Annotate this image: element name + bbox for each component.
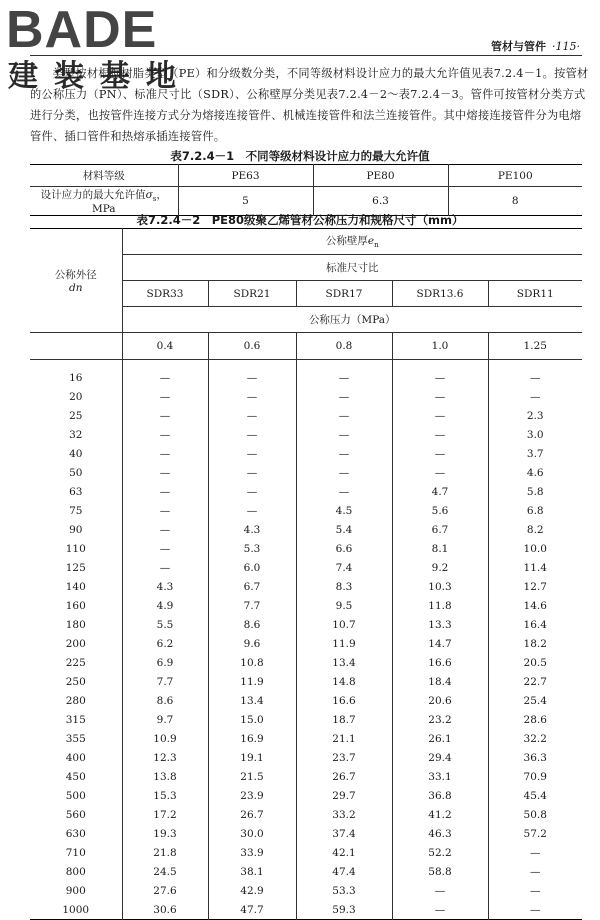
sdr-cell: SDR33 bbox=[122, 281, 208, 307]
thickness-cell: 26.1 bbox=[392, 729, 488, 748]
thickness-cell: 36.8 bbox=[392, 786, 488, 805]
thickness-cell: — bbox=[122, 463, 208, 482]
diameter-cell: 50 bbox=[30, 463, 122, 482]
diameter-cell: 63 bbox=[30, 482, 122, 501]
thickness-cell: 18.4 bbox=[392, 672, 488, 691]
thickness-cell: 47.7 bbox=[208, 900, 296, 920]
thickness-cell: 47.4 bbox=[296, 862, 392, 881]
thickness-cell: 18.2 bbox=[488, 634, 582, 653]
diameter-cell: 140 bbox=[30, 577, 122, 596]
thickness-cell: 23.9 bbox=[208, 786, 296, 805]
stress-table bbox=[30, 164, 582, 216]
thickness-cell: 23.7 bbox=[296, 748, 392, 767]
thickness-cell: 28.6 bbox=[488, 710, 582, 729]
table-row bbox=[30, 615, 582, 634]
running-head-section: 管材与管件 bbox=[491, 40, 546, 53]
thickness-cell: 6.6 bbox=[296, 539, 392, 558]
thickness-cell: 6.9 bbox=[122, 653, 208, 672]
thickness-cell: — bbox=[488, 900, 582, 920]
thickness-cell: 9.6 bbox=[208, 634, 296, 653]
thickness-cell: 4.5 bbox=[296, 501, 392, 520]
thickness-cell: 8.2 bbox=[488, 520, 582, 539]
thickness-cell: 41.2 bbox=[392, 805, 488, 824]
thickness-cell: 36.3 bbox=[488, 748, 582, 767]
thickness-header: 公称壁厚$e_n$ bbox=[122, 229, 582, 255]
thickness-cell: — bbox=[488, 360, 582, 388]
table-header-row bbox=[30, 333, 582, 360]
thickness-cell: 14.8 bbox=[296, 672, 392, 691]
thickness-cell: — bbox=[296, 387, 392, 406]
thickness-cell: 5.6 bbox=[392, 501, 488, 520]
diameter-cell: 450 bbox=[30, 767, 122, 786]
sdr-cell: SDR21 bbox=[208, 281, 296, 307]
thickness-cell: 33.9 bbox=[208, 843, 296, 862]
diameter-cell: 16 bbox=[30, 360, 122, 388]
table-row bbox=[30, 862, 582, 881]
thickness-cell: 2.3 bbox=[488, 406, 582, 425]
thickness-cell: 30.0 bbox=[208, 824, 296, 843]
pressure-cell: 0.4 bbox=[122, 333, 208, 360]
table-row bbox=[30, 165, 582, 187]
diameter-cell: 630 bbox=[30, 824, 122, 843]
table1-caption: 表7.2.4－1 不同等级材料设计应力的最大允许值 bbox=[170, 149, 430, 163]
thickness-cell: 9.7 bbox=[122, 710, 208, 729]
table-row bbox=[30, 729, 582, 748]
pressure-cell: 1.25 bbox=[488, 333, 582, 360]
diameter-cell: 355 bbox=[30, 729, 122, 748]
table-row bbox=[30, 463, 582, 482]
table-cell: 6.3 bbox=[313, 187, 448, 216]
diameter-cell: 225 bbox=[30, 653, 122, 672]
stub-header: 公称外径 dn bbox=[30, 229, 122, 333]
diameter-cell: 315 bbox=[30, 710, 122, 729]
thickness-cell: 6.7 bbox=[208, 577, 296, 596]
pressure-cell: 0.8 bbox=[296, 333, 392, 360]
thickness-cell: — bbox=[488, 843, 582, 862]
thickness-cell: 19.3 bbox=[122, 824, 208, 843]
thickness-cell: — bbox=[122, 539, 208, 558]
thickness-cell: 5.3 bbox=[208, 539, 296, 558]
table-row bbox=[30, 672, 582, 691]
thickness-cell: 10.8 bbox=[208, 653, 296, 672]
thickness-cell: 26.7 bbox=[296, 767, 392, 786]
thickness-cell: — bbox=[392, 881, 488, 900]
thickness-cell: 27.6 bbox=[122, 881, 208, 900]
diameter-cell: 500 bbox=[30, 786, 122, 805]
table-cell: 8 bbox=[448, 187, 582, 216]
thickness-cell: — bbox=[296, 482, 392, 501]
table-row bbox=[30, 843, 582, 862]
thickness-cell: 58.8 bbox=[392, 862, 488, 881]
thickness-cell: 10.9 bbox=[122, 729, 208, 748]
thickness-cell: 22.7 bbox=[488, 672, 582, 691]
thickness-cell: 5.4 bbox=[296, 520, 392, 539]
thickness-cell: 57.2 bbox=[488, 824, 582, 843]
thickness-cell: — bbox=[208, 360, 296, 388]
thickness-cell: — bbox=[392, 387, 488, 406]
thickness-cell: 18.7 bbox=[296, 710, 392, 729]
thickness-cell: 21.8 bbox=[122, 843, 208, 862]
thickness-cell: — bbox=[296, 406, 392, 425]
diameter-cell: 75 bbox=[30, 501, 122, 520]
thickness-cell: 10.0 bbox=[488, 539, 582, 558]
thickness-cell: — bbox=[392, 425, 488, 444]
table-row bbox=[30, 387, 582, 406]
table-row bbox=[30, 501, 582, 520]
thickness-cell: 8.1 bbox=[392, 539, 488, 558]
thickness-cell: 16.6 bbox=[296, 691, 392, 710]
table-row bbox=[30, 360, 582, 388]
thickness-cell: — bbox=[122, 482, 208, 501]
thickness-cell: 16.4 bbox=[488, 615, 582, 634]
pe80-spec-table bbox=[30, 228, 582, 920]
body-paragraph bbox=[30, 63, 590, 147]
thickness-cell: 4.6 bbox=[488, 463, 582, 482]
thickness-cell: — bbox=[488, 387, 582, 406]
sdr-cell: SDR17 bbox=[296, 281, 392, 307]
thickness-cell: 42.9 bbox=[208, 881, 296, 900]
thickness-cell: 19.1 bbox=[208, 748, 296, 767]
diameter-cell: 280 bbox=[30, 691, 122, 710]
thickness-cell: 7.7 bbox=[122, 672, 208, 691]
table-cell: 5 bbox=[178, 187, 313, 216]
thickness-cell: 21.1 bbox=[296, 729, 392, 748]
row-label: 设计应力的最大允许值$\sigma_s$，MPa bbox=[30, 187, 178, 216]
table-row bbox=[30, 425, 582, 444]
table-row bbox=[30, 520, 582, 539]
thickness-cell: 29.4 bbox=[392, 748, 488, 767]
table-row bbox=[30, 634, 582, 653]
thickness-cell: 6.0 bbox=[208, 558, 296, 577]
blank-cell bbox=[30, 333, 122, 360]
diameter-cell: 1000 bbox=[30, 900, 122, 920]
thickness-cell: 20.6 bbox=[392, 691, 488, 710]
thickness-cell: 16.6 bbox=[392, 653, 488, 672]
thickness-cell: 4.3 bbox=[122, 577, 208, 596]
thickness-cell: — bbox=[122, 406, 208, 425]
table-row bbox=[30, 748, 582, 767]
thickness-cell: 15.0 bbox=[208, 710, 296, 729]
thickness-cell: 8.3 bbox=[296, 577, 392, 596]
diameter-cell: 200 bbox=[30, 634, 122, 653]
thickness-cell: 6.2 bbox=[122, 634, 208, 653]
thickness-cell: 7.7 bbox=[208, 596, 296, 615]
thickness-cell: 26.7 bbox=[208, 805, 296, 824]
thickness-cell: — bbox=[208, 463, 296, 482]
table-header-cell: PE80 bbox=[313, 165, 448, 187]
logo-wordmark: BADE bbox=[6, 1, 158, 59]
table-row bbox=[30, 824, 582, 843]
thickness-cell: 3.0 bbox=[488, 425, 582, 444]
thickness-cell: 24.5 bbox=[122, 862, 208, 881]
thickness-cell: 52.2 bbox=[392, 843, 488, 862]
table-header-cell: PE100 bbox=[448, 165, 582, 187]
thickness-cell: 37.4 bbox=[296, 824, 392, 843]
thickness-cell: — bbox=[296, 463, 392, 482]
thickness-cell: 6.8 bbox=[488, 501, 582, 520]
thickness-cell: — bbox=[208, 425, 296, 444]
thickness-cell: 5.5 bbox=[122, 615, 208, 634]
pressure-header: 公称压力（MPa） bbox=[122, 307, 582, 333]
thickness-cell: — bbox=[296, 444, 392, 463]
thickness-cell: 42.1 bbox=[296, 843, 392, 862]
diameter-cell: 40 bbox=[30, 444, 122, 463]
thickness-cell: — bbox=[208, 444, 296, 463]
table-header-cell: PE63 bbox=[178, 165, 313, 187]
thickness-cell: — bbox=[122, 520, 208, 539]
thickness-cell: 11.9 bbox=[296, 634, 392, 653]
thickness-cell: 6.7 bbox=[392, 520, 488, 539]
table-row bbox=[30, 406, 582, 425]
table-row bbox=[30, 786, 582, 805]
thickness-cell: 20.5 bbox=[488, 653, 582, 672]
thickness-cell: — bbox=[392, 360, 488, 388]
thickness-cell: 11.4 bbox=[488, 558, 582, 577]
thickness-cell: 4.7 bbox=[392, 482, 488, 501]
diameter-cell: 90 bbox=[30, 520, 122, 539]
page-number: ·115· bbox=[552, 40, 580, 53]
diameter-cell: 560 bbox=[30, 805, 122, 824]
thickness-cell: 9.5 bbox=[296, 596, 392, 615]
thickness-cell: 32.2 bbox=[488, 729, 582, 748]
sdr-header: 标准尺寸比 bbox=[122, 255, 582, 281]
thickness-cell: — bbox=[208, 406, 296, 425]
table2-caption: 表7.2.4－2 PE80级聚乙烯管材公称压力和规格尺寸（mm） bbox=[136, 213, 464, 227]
thickness-cell: — bbox=[122, 444, 208, 463]
table-row bbox=[30, 577, 582, 596]
thickness-cell: — bbox=[122, 387, 208, 406]
table-row bbox=[30, 444, 582, 463]
thickness-cell: 7.4 bbox=[296, 558, 392, 577]
thickness-cell: 12.3 bbox=[122, 748, 208, 767]
thickness-cell: 33.1 bbox=[392, 767, 488, 786]
thickness-cell: — bbox=[296, 360, 392, 388]
thickness-cell: — bbox=[488, 862, 582, 881]
thickness-cell: 23.2 bbox=[392, 710, 488, 729]
thickness-cell: 33.2 bbox=[296, 805, 392, 824]
thickness-cell: 21.5 bbox=[208, 767, 296, 786]
thickness-cell: — bbox=[208, 501, 296, 520]
thickness-cell: 8.6 bbox=[122, 691, 208, 710]
thickness-cell: — bbox=[122, 360, 208, 388]
thickness-cell: — bbox=[392, 463, 488, 482]
thickness-cell: 15.3 bbox=[122, 786, 208, 805]
thickness-cell: 12.7 bbox=[488, 577, 582, 596]
diameter-cell: 250 bbox=[30, 672, 122, 691]
thickness-cell: 50.8 bbox=[488, 805, 582, 824]
table-row bbox=[30, 653, 582, 672]
sdr-cell: SDR13.6 bbox=[392, 281, 488, 307]
thickness-cell: 29.7 bbox=[296, 786, 392, 805]
thickness-cell: — bbox=[122, 501, 208, 520]
table-row bbox=[30, 691, 582, 710]
thickness-cell: — bbox=[122, 558, 208, 577]
thickness-cell: 53.3 bbox=[296, 881, 392, 900]
thickness-cell: — bbox=[122, 425, 208, 444]
thickness-cell: — bbox=[208, 387, 296, 406]
thickness-cell: 11.8 bbox=[392, 596, 488, 615]
diameter-cell: 25 bbox=[30, 406, 122, 425]
table-body bbox=[30, 360, 582, 920]
thickness-cell: 10.7 bbox=[296, 615, 392, 634]
diameter-cell: 900 bbox=[30, 881, 122, 900]
thickness-cell: 13.8 bbox=[122, 767, 208, 786]
thickness-cell: 13.3 bbox=[392, 615, 488, 634]
thickness-cell: 45.4 bbox=[488, 786, 582, 805]
table-header-cell: 材料等级 bbox=[30, 165, 178, 187]
thickness-cell: 38.1 bbox=[208, 862, 296, 881]
thickness-cell: 17.2 bbox=[122, 805, 208, 824]
header-rule bbox=[30, 55, 582, 56]
diameter-cell: 180 bbox=[30, 615, 122, 634]
diameter-cell: 125 bbox=[30, 558, 122, 577]
diameter-cell: 32 bbox=[30, 425, 122, 444]
diameter-cell: 710 bbox=[30, 843, 122, 862]
thickness-cell: — bbox=[488, 881, 582, 900]
table-row bbox=[30, 558, 582, 577]
table-header-row bbox=[30, 229, 582, 255]
pressure-cell: 1.0 bbox=[392, 333, 488, 360]
thickness-cell: 16.9 bbox=[208, 729, 296, 748]
thickness-cell: 13.4 bbox=[208, 691, 296, 710]
thickness-cell: 4.9 bbox=[122, 596, 208, 615]
diameter-cell: 20 bbox=[30, 387, 122, 406]
thickness-cell: 46.3 bbox=[392, 824, 488, 843]
thickness-cell: — bbox=[296, 425, 392, 444]
thickness-cell: 70.9 bbox=[488, 767, 582, 786]
diameter-cell: 400 bbox=[30, 748, 122, 767]
logo-tagline: 建装基地 bbox=[8, 59, 192, 94]
diameter-cell: 800 bbox=[30, 862, 122, 881]
thickness-cell: 3.7 bbox=[488, 444, 582, 463]
running-head bbox=[410, 38, 580, 54]
thickness-cell: 9.2 bbox=[392, 558, 488, 577]
thickness-cell: 13.4 bbox=[296, 653, 392, 672]
thickness-cell: — bbox=[392, 444, 488, 463]
table-row bbox=[30, 805, 582, 824]
thickness-cell: 14.6 bbox=[488, 596, 582, 615]
table-row bbox=[30, 710, 582, 729]
thickness-cell: — bbox=[208, 482, 296, 501]
thickness-cell: 10.3 bbox=[392, 577, 488, 596]
paragraph-text: 类型按材根据树脂类型（PE）和分级数分类，不同等级材料设计应力的最大允许值见表7.2.4－1。按管材的公称压力（PN）、标准尺寸比（SDR）、公称壁厚分类见表7.2.4－2～表7.2.4－3。管件可按管材分类方式进行分类，也按管件连接方式分为熔接连接管件、机械连接管件和法兰连接管件。其中熔接连接管件分为电熔管件、插口管件和热熔承插连接管件。 bbox=[30, 67, 589, 143]
thickness-cell: 14.7 bbox=[392, 634, 488, 653]
thickness-cell: 11.9 bbox=[208, 672, 296, 691]
table-row bbox=[30, 596, 582, 615]
sdr-cell: SDR11 bbox=[488, 281, 582, 307]
thickness-cell: 59.3 bbox=[296, 900, 392, 920]
table-row bbox=[30, 482, 582, 501]
thickness-cell: 4.3 bbox=[208, 520, 296, 539]
diameter-cell: 160 bbox=[30, 596, 122, 615]
thickness-cell: 5.8 bbox=[488, 482, 582, 501]
table-row bbox=[30, 767, 582, 786]
diameter-cell: 110 bbox=[30, 539, 122, 558]
thickness-cell: 30.6 bbox=[122, 900, 208, 920]
table-row bbox=[30, 900, 582, 920]
thickness-cell: — bbox=[392, 406, 488, 425]
table-row bbox=[30, 539, 582, 558]
table-row bbox=[30, 881, 582, 900]
pressure-cell: 0.6 bbox=[208, 333, 296, 360]
thickness-cell: — bbox=[392, 900, 488, 920]
thickness-cell: 25.4 bbox=[488, 691, 582, 710]
thickness-cell: 8.6 bbox=[208, 615, 296, 634]
